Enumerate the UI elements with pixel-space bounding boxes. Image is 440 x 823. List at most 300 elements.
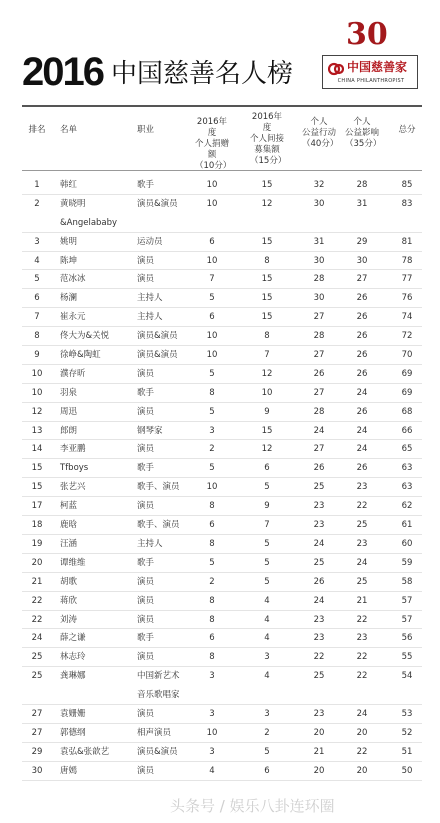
row-divider xyxy=(22,780,422,781)
cell-occupation: 歌手 xyxy=(137,463,155,474)
cell-total: 76 xyxy=(401,293,413,304)
cell-total: 74 xyxy=(401,312,413,323)
cell-public-influence: 23 xyxy=(356,538,368,549)
cell-rank: 29 xyxy=(31,746,43,757)
column-header-donation xyxy=(195,117,232,172)
cell-occupation: 演员&演员 xyxy=(137,331,178,342)
cell-occupation: 演员 xyxy=(137,652,155,663)
cell-indirect-raised: 4 xyxy=(264,671,270,682)
cell-total: 57 xyxy=(401,614,413,625)
cell-total: 65 xyxy=(401,444,413,455)
cell-total: 70 xyxy=(401,350,413,361)
table-row xyxy=(0,403,440,422)
table-row xyxy=(0,592,440,611)
cell-donation: 3 xyxy=(209,425,215,436)
watermark-text: 头条号 / 娱乐八卦连环圈 xyxy=(170,797,335,815)
column-header-line: 2016年度 xyxy=(251,112,283,133)
cell-name: 柯蓝 xyxy=(60,501,78,512)
column-header-line: 个人 xyxy=(353,117,371,127)
table-row xyxy=(0,384,440,403)
table-row xyxy=(0,497,440,516)
cell-total: 81 xyxy=(401,236,413,247)
cell-name: 崔永元 xyxy=(60,312,86,323)
column-header-line: 2016年度 xyxy=(196,117,228,138)
cell-public-influence: 25 xyxy=(356,576,368,587)
table-row xyxy=(0,743,440,762)
table-row xyxy=(0,762,440,781)
column-header-public-influence xyxy=(345,117,382,150)
cell-public-action: 31 xyxy=(313,236,325,247)
cell-total: 77 xyxy=(401,274,413,285)
cell-name: 郭德纲 xyxy=(60,727,86,738)
cell-public-influence: 23 xyxy=(356,633,368,644)
cell-rank: 27 xyxy=(31,708,43,719)
cell-occupation: 演员&演员 xyxy=(137,198,178,209)
cell-public-influence: 26 xyxy=(356,331,368,342)
cell-donation: 5 xyxy=(209,463,215,474)
top-rule xyxy=(22,105,422,107)
cell-indirect-raised: 12 xyxy=(261,198,273,209)
cell-total: 56 xyxy=(401,633,413,644)
cell-indirect-raised: 2 xyxy=(264,727,270,738)
cell-indirect-raised: 4 xyxy=(264,614,270,625)
table-row xyxy=(0,705,440,724)
cell-total: 58 xyxy=(401,576,413,587)
cell-indirect-raised: 8 xyxy=(264,255,270,266)
cell-public-action: 27 xyxy=(313,387,325,398)
cell-occupation: 运动员 xyxy=(137,236,163,247)
cell-public-influence: 26 xyxy=(356,406,368,417)
cell-indirect-raised: 5 xyxy=(264,538,270,549)
cell-name: Tfboys xyxy=(60,463,89,474)
cell-donation: 8 xyxy=(209,387,215,398)
cell-public-action: 26 xyxy=(313,576,325,587)
cell-total: 54 xyxy=(401,671,413,682)
cell-indirect-raised: 8 xyxy=(264,331,270,342)
cell-name: 佟大为&关悦 xyxy=(60,331,110,342)
cell-indirect-raised: 9 xyxy=(264,501,270,512)
table-row xyxy=(0,648,440,667)
cell-public-action: 28 xyxy=(313,331,325,342)
cell-public-influence: 24 xyxy=(356,557,368,568)
cell-donation: 3 xyxy=(209,671,215,682)
cell-public-action: 23 xyxy=(313,520,325,531)
cell-public-action: 22 xyxy=(313,652,325,663)
cell-indirect-raised: 3 xyxy=(264,708,270,719)
cell-public-action: 30 xyxy=(313,255,325,266)
cell-public-influence: 28 xyxy=(356,180,368,190)
table-row xyxy=(0,252,440,271)
table-row xyxy=(0,459,440,478)
cell-total: 72 xyxy=(401,331,413,342)
cell-indirect-raised: 15 xyxy=(261,274,273,285)
cell-public-action: 27 xyxy=(313,444,325,455)
cell-donation: 2 xyxy=(209,444,215,455)
cell-rank: 20 xyxy=(31,557,43,568)
cell-rank: 30 xyxy=(31,765,43,776)
cell-public-influence: 22 xyxy=(356,614,368,625)
cell-occupation: 主持人 xyxy=(137,293,163,304)
cell-indirect-raised: 6 xyxy=(264,463,270,474)
table-row xyxy=(0,289,440,308)
cell-rank: 27 xyxy=(31,727,43,738)
column-header-line: （35分） xyxy=(345,139,382,149)
column-header-line: 总分 xyxy=(398,125,416,135)
cell-donation: 6 xyxy=(209,312,215,323)
cell-total: 53 xyxy=(401,708,413,719)
cell-indirect-raised: 15 xyxy=(261,293,273,304)
cell-public-influence: 22 xyxy=(356,652,368,663)
cell-public-influence: 30 xyxy=(356,255,368,266)
cell-occupation: 演员 xyxy=(137,255,155,266)
cell-donation: 6 xyxy=(209,520,215,531)
cell-rank: 4 xyxy=(34,255,40,266)
cell-public-influence: 24 xyxy=(356,425,368,436)
cell-rank: 10 xyxy=(31,387,43,398)
logo-cn-text: 中国慈善家 xyxy=(347,60,408,74)
cell-public-action: 28 xyxy=(313,406,325,417)
cell-rank: 8 xyxy=(34,331,40,342)
cell-name: 杨澜 xyxy=(60,293,78,304)
cell-indirect-raised: 3 xyxy=(264,652,270,663)
table-row xyxy=(0,724,440,743)
cell-occupation: 演员 xyxy=(137,501,155,512)
cell-rank: 22 xyxy=(31,595,43,606)
cell-donation: 5 xyxy=(209,557,215,568)
magazine-logo xyxy=(322,55,418,89)
cell-indirect-raised: 4 xyxy=(264,595,270,606)
cell-donation: 5 xyxy=(209,406,215,417)
cell-rank: 24 xyxy=(31,633,43,644)
cell-total: 61 xyxy=(401,520,413,531)
cell-donation: 10 xyxy=(206,255,218,266)
cell-rank: 13 xyxy=(31,425,43,436)
cell-total: 68 xyxy=(401,406,413,417)
cell-name: 李亚鹏 xyxy=(60,444,86,455)
table-row xyxy=(0,611,440,630)
cell-public-action: 30 xyxy=(313,198,325,209)
column-header-indirect-raised xyxy=(250,112,287,167)
cell-public-action: 24 xyxy=(313,425,325,436)
column-header-line: 个人 xyxy=(310,117,328,127)
table-row xyxy=(0,629,440,648)
cell-total: 69 xyxy=(401,387,413,398)
cell-public-action: 30 xyxy=(313,293,325,304)
cell-rank: 25 xyxy=(31,671,43,682)
cell-rank: 15 xyxy=(31,482,43,493)
cell-occupation: 歌手、演员 xyxy=(137,482,180,493)
column-header-public-action xyxy=(302,117,339,150)
cell-public-action: 25 xyxy=(313,671,325,682)
cell-total: 63 xyxy=(401,482,413,493)
cell-occupation: 主持人 xyxy=(137,312,163,323)
cell-public-influence: 22 xyxy=(356,671,368,682)
cell-public-influence: 25 xyxy=(356,520,368,531)
cell-public-action: 23 xyxy=(313,708,325,719)
cell-donation: 10 xyxy=(206,198,218,209)
cell-public-influence: 24 xyxy=(356,444,368,455)
cell-indirect-raised: 5 xyxy=(264,482,270,493)
table-row xyxy=(0,365,440,384)
table-row xyxy=(0,308,440,327)
cell-donation: 3 xyxy=(209,708,215,719)
table-row xyxy=(0,176,440,195)
cell-public-action: 26 xyxy=(313,463,325,474)
cell-donation: 2 xyxy=(209,576,215,587)
column-header-line: 公益行动 xyxy=(302,128,337,138)
cell-total: 52 xyxy=(401,727,413,738)
column-header-line: （15分） xyxy=(250,156,287,166)
cell-donation: 8 xyxy=(209,501,215,512)
cell-public-action: 26 xyxy=(313,368,325,379)
cell-name: 羽泉 xyxy=(60,387,78,398)
cell-donation: 8 xyxy=(209,595,215,606)
cell-total: 50 xyxy=(401,765,413,776)
cell-total: 55 xyxy=(401,652,413,663)
column-header-occupation xyxy=(137,125,154,136)
cell-donation: 10 xyxy=(206,331,218,342)
table-row xyxy=(0,440,440,459)
cell-name: 韩红 xyxy=(60,180,78,190)
cell-donation: 10 xyxy=(206,180,218,190)
cell-public-action: 24 xyxy=(313,595,325,606)
header-rule xyxy=(22,170,422,171)
cell-public-influence: 22 xyxy=(356,746,368,757)
cell-indirect-raised: 12 xyxy=(261,444,273,455)
title-year: 2016 xyxy=(22,50,103,94)
cell-name: 袁弘&张歆艺 xyxy=(60,746,110,757)
cell-occupation: 歌手、演员 xyxy=(137,520,180,531)
cell-name: 蒋欣 xyxy=(60,595,78,606)
cell-public-influence: 21 xyxy=(356,595,368,606)
cell-total: 62 xyxy=(401,501,413,512)
cell-indirect-raised: 5 xyxy=(264,557,270,568)
table-body xyxy=(0,176,440,781)
cell-name: 郎朗 xyxy=(60,425,78,436)
table-row xyxy=(0,535,440,554)
table-row xyxy=(0,516,440,535)
cell-indirect-raised: 15 xyxy=(261,425,273,436)
column-header-name xyxy=(60,125,77,136)
cell-public-influence: 31 xyxy=(356,198,368,209)
cell-donation: 4 xyxy=(209,765,215,776)
column-header-rank xyxy=(22,125,52,136)
cell-donation: 3 xyxy=(209,746,215,757)
cell-occupation: 歌手 xyxy=(137,180,155,190)
cell-total: 57 xyxy=(401,595,413,606)
column-header-line: 个人间接 xyxy=(250,134,285,144)
cell-public-action: 25 xyxy=(313,482,325,493)
cell-rank: 3 xyxy=(34,236,40,247)
cell-indirect-raised: 15 xyxy=(261,180,273,190)
cell-donation: 6 xyxy=(209,236,215,247)
cell-occupation: 主持人 xyxy=(137,538,163,549)
cell-indirect-raised: 10 xyxy=(261,387,273,398)
table-row xyxy=(0,195,440,233)
cell-public-action: 23 xyxy=(313,501,325,512)
cell-name: 谭维维 xyxy=(60,557,86,568)
cell-total: 60 xyxy=(401,538,413,549)
cell-public-action: 20 xyxy=(313,727,325,738)
cell-rank: 12 xyxy=(31,406,43,417)
cell-occupation: 演员 xyxy=(137,708,155,719)
page-title: 中国慈善名人榜 xyxy=(111,59,294,89)
column-header-line: （10分） xyxy=(195,161,232,171)
cell-occupation: 演员&演员 xyxy=(137,350,178,361)
cell-indirect-raised: 15 xyxy=(261,312,273,323)
cell-total: 63 xyxy=(401,463,413,474)
cell-occupation: 歌手 xyxy=(137,633,155,644)
cell-donation: 10 xyxy=(206,350,218,361)
header xyxy=(0,0,440,100)
cell-public-influence: 20 xyxy=(356,765,368,776)
cell-public-influence: 26 xyxy=(356,312,368,323)
cell-name: 胡歌 xyxy=(60,576,78,587)
cell-occupation: 演员 xyxy=(137,368,155,379)
cell-rank: 18 xyxy=(31,520,43,531)
cell-donation: 10 xyxy=(206,482,218,493)
cell-public-action: 27 xyxy=(313,312,325,323)
cell-public-action: 24 xyxy=(313,538,325,549)
cell-rank: 7 xyxy=(34,312,40,323)
cell-public-influence: 26 xyxy=(356,350,368,361)
cell-name: 薛之谦 xyxy=(60,633,86,644)
cell-name: 唐嫣 xyxy=(60,765,78,776)
cell-rank: 2 xyxy=(34,198,40,209)
cell-occupation: 演员 xyxy=(137,614,155,625)
logo-mark-icon xyxy=(328,61,344,77)
cell-occupation: 钢琴家 xyxy=(137,425,163,436)
cell-occupation: 演员 xyxy=(137,765,155,776)
cell-donation: 8 xyxy=(209,614,215,625)
cell-public-influence: 27 xyxy=(356,274,368,285)
cell-occupation: 演员 xyxy=(137,406,155,417)
cell-donation: 8 xyxy=(209,652,215,663)
cell-public-action: 25 xyxy=(313,557,325,568)
cell-rank: 5 xyxy=(34,274,40,285)
column-header-line: （40分） xyxy=(302,139,339,149)
cell-occupation: 歌手 xyxy=(137,557,155,568)
cell-rank: 10 xyxy=(31,368,43,379)
table-row xyxy=(0,270,440,289)
cell-rank: 15 xyxy=(31,463,43,474)
cell-total: 69 xyxy=(401,368,413,379)
cell-indirect-raised: 6 xyxy=(264,765,270,776)
cell-name: 刘涛 xyxy=(60,614,78,625)
cell-donation: 5 xyxy=(209,368,215,379)
cell-public-influence: 22 xyxy=(356,501,368,512)
cell-total: 51 xyxy=(401,746,413,757)
cell-name: 龚琳娜 xyxy=(60,671,86,682)
cell-indirect-raised: 15 xyxy=(261,236,273,247)
cell-total: 78 xyxy=(401,255,413,266)
cell-indirect-raised: 12 xyxy=(261,368,273,379)
cell-rank: 22 xyxy=(31,614,43,625)
cell-rank: 21 xyxy=(31,576,43,587)
cell-occupation: 演员 xyxy=(137,444,155,455)
cell-total: 83 xyxy=(401,198,413,209)
cell-donation: 10 xyxy=(206,727,218,738)
table-row xyxy=(0,346,440,365)
cell-name: 周迅 xyxy=(60,406,78,417)
cell-public-action: 32 xyxy=(313,180,325,190)
cell-rank: 17 xyxy=(31,501,43,512)
cell-name: 袁姗姗 xyxy=(60,708,86,719)
cell-donation: 7 xyxy=(209,274,215,285)
cell-occupation: 演员 xyxy=(137,595,155,606)
issue-number-badge: 30 xyxy=(346,17,388,52)
cell-rank: 9 xyxy=(34,350,40,361)
cell-name: 鹿晗 xyxy=(60,520,78,531)
cell-name: 张艺兴 xyxy=(60,482,86,493)
cell-name: 林志玲 xyxy=(60,652,86,663)
cell-occupation: 演员 xyxy=(137,274,155,285)
cell-public-influence: 20 xyxy=(356,727,368,738)
logo-en-text: CHINA PHILANTHROPIST xyxy=(337,78,405,84)
cell-public-influence: 24 xyxy=(356,387,368,398)
cell-donation: 8 xyxy=(209,538,215,549)
cell-public-action: 27 xyxy=(313,350,325,361)
table-row xyxy=(0,667,440,705)
column-header-line: 职业 xyxy=(137,125,155,135)
cell-name: 濮存昕 xyxy=(60,368,86,379)
cell-name: 徐峥&陶虹 xyxy=(60,350,101,361)
cell-rank: 25 xyxy=(31,652,43,663)
cell-public-action: 28 xyxy=(313,274,325,285)
cell-total: 85 xyxy=(401,180,413,190)
column-header-line: 排名 xyxy=(28,125,46,135)
cell-name: 范冰冰 xyxy=(60,274,86,285)
column-header-line: 募集额 xyxy=(254,145,280,155)
cell-public-influence: 29 xyxy=(356,236,368,247)
cell-name: 黄晓明 &Angelababy xyxy=(60,198,118,228)
cell-public-action: 20 xyxy=(313,765,325,776)
cell-occupation: 演员&演员 xyxy=(137,746,178,757)
cell-public-influence: 26 xyxy=(356,463,368,474)
cell-public-influence: 24 xyxy=(356,708,368,719)
table-row xyxy=(0,327,440,346)
cell-indirect-raised: 7 xyxy=(264,350,270,361)
cell-indirect-raised: 5 xyxy=(264,746,270,757)
cell-public-action: 23 xyxy=(313,633,325,644)
table-header xyxy=(0,112,440,171)
cell-total: 59 xyxy=(401,557,413,568)
cell-name: 姚明 xyxy=(60,236,78,247)
cell-rank: 1 xyxy=(34,180,40,190)
cell-total: 66 xyxy=(401,425,413,436)
table-row xyxy=(0,233,440,252)
cell-occupation: 相声演员 xyxy=(137,727,172,738)
cell-donation: 6 xyxy=(209,633,215,644)
cell-name: 汪涵 xyxy=(60,538,78,549)
cell-indirect-raised: 7 xyxy=(264,520,270,531)
table-row xyxy=(0,422,440,441)
table-row xyxy=(0,478,440,497)
cell-indirect-raised: 5 xyxy=(264,576,270,587)
cell-rank: 19 xyxy=(31,538,43,549)
cell-occupation: 演员 xyxy=(137,576,155,587)
table-row xyxy=(0,554,440,573)
column-header-line: 名单 xyxy=(60,125,78,135)
cell-rank: 14 xyxy=(31,444,43,455)
cell-public-influence: 26 xyxy=(356,368,368,379)
cell-public-action: 21 xyxy=(313,746,325,757)
cell-name: 陈坤 xyxy=(60,255,78,266)
cell-public-action: 23 xyxy=(313,614,325,625)
cell-indirect-raised: 9 xyxy=(264,406,270,417)
cell-public-influence: 26 xyxy=(356,293,368,304)
cell-indirect-raised: 4 xyxy=(264,633,270,644)
